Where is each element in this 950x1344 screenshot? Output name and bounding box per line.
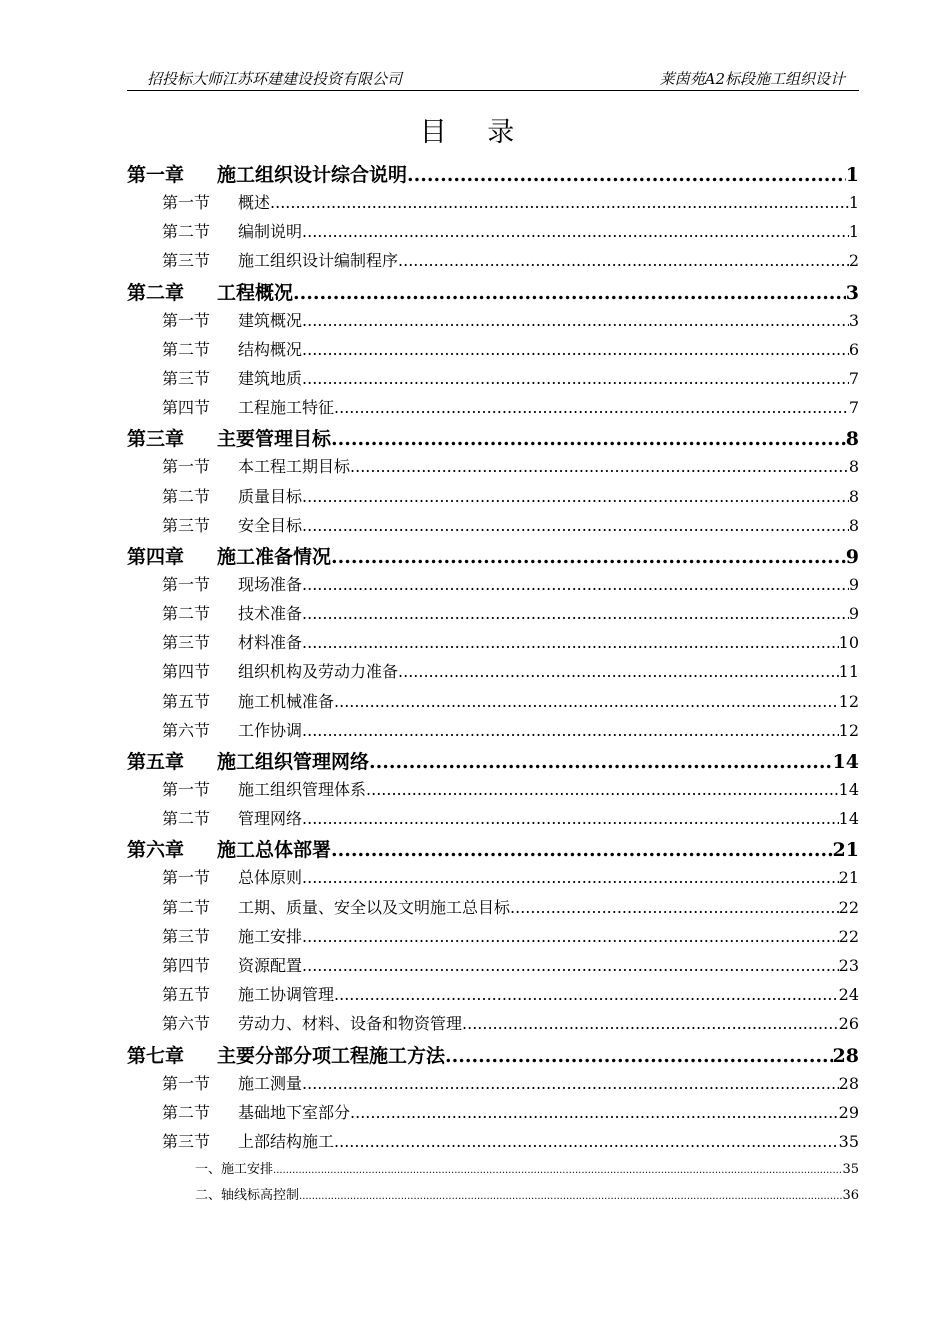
toc-entry-page-number: 3: [848, 310, 859, 330]
toc-leader-dots: [350, 457, 849, 476]
toc-entry-number: 第五节: [162, 691, 211, 711]
toc-entry-section[interactable]: [127, 1071, 859, 1100]
toc-entry-page-number: 14: [832, 751, 859, 773]
toc-leader-dots: [331, 428, 846, 450]
toc-entry-number: 第五章: [127, 751, 185, 773]
toc-leader-dots: [462, 1014, 839, 1033]
toc-entry-title: 工程施工特征: [238, 398, 335, 418]
toc-entry-section[interactable]: [127, 219, 859, 248]
toc-entry-number: 第二节: [162, 897, 211, 917]
toc-entry-page-number: 6: [848, 339, 859, 359]
toc-leader-dots: [334, 398, 849, 417]
toc-leader-dots: [302, 721, 839, 740]
toc-entry-title: 施工组织设计综合说明: [217, 164, 408, 186]
toc-entry-title: 质量目标: [238, 486, 303, 506]
toc-entry-number: 第二节: [162, 222, 211, 242]
toc-entry-title: 主要管理目标: [217, 428, 332, 451]
toc-entry-number: 第一节: [162, 574, 211, 594]
toc-entry-title: 材料准备: [238, 633, 303, 653]
toc-entry-page-number: 9: [845, 545, 859, 568]
toc-entry-section[interactable]: [127, 190, 859, 219]
toc-entry-page-number: 22: [838, 926, 859, 946]
toc-leader-dots: [510, 898, 839, 917]
toc-entry-title: 本工程工期目标: [238, 457, 351, 477]
toc-entry-section[interactable]: [127, 1100, 859, 1129]
toc-leader-dots: [398, 251, 849, 270]
toc-entry-page-number: 1: [848, 193, 859, 212]
toc-entry-page-number: 12: [838, 720, 859, 740]
toc-entry-section[interactable]: [127, 777, 859, 806]
toc-entry-title: 一、施工安排: [195, 1162, 274, 1178]
toc-entry-chapter[interactable]: [127, 747, 859, 777]
toc-entry-chapter[interactable]: [127, 160, 859, 190]
toc-entry-section[interactable]: [127, 924, 859, 953]
toc-entry-number: 第三节: [162, 515, 211, 535]
toc-entry-section[interactable]: [127, 865, 859, 894]
toc-leader-dots: [334, 692, 839, 711]
toc-entry-title: 概述: [238, 193, 271, 212]
toc-entry-chapter[interactable]: [127, 542, 859, 572]
toc-entry-number: 第三节: [162, 1131, 211, 1151]
toc-entry-page-number: 35: [838, 1131, 859, 1151]
toc-entry-page-number: 3: [845, 281, 859, 304]
toc-entry-section[interactable]: [127, 308, 859, 337]
toc-entry-number: 第四节: [162, 398, 211, 418]
toc-entry-chapter[interactable]: [127, 1041, 859, 1071]
toc-leader-dots: [302, 927, 839, 946]
toc-leader-dots: [334, 985, 839, 1004]
toc-entry-title: 施工准备情况: [217, 545, 332, 568]
toc-entry-section[interactable]: [127, 718, 859, 747]
toc-entry-title: 上部结构施工: [238, 1131, 335, 1151]
toc-entry-number: 第三节: [162, 926, 211, 946]
toc-entry-page-number: 26: [838, 1014, 859, 1034]
toc-entry-page-number: 2: [848, 251, 859, 271]
toc-leader-dots: [369, 751, 833, 773]
toc-entry-page-number: 1: [845, 164, 859, 186]
toc-entry-title: 施工协调管理: [238, 985, 335, 1005]
toc-entry-page-number: 1: [848, 222, 859, 242]
toc-entry-number: 第一章: [127, 164, 185, 186]
toc-entry-section[interactable]: [127, 630, 859, 659]
toc-entry-section[interactable]: [127, 1129, 859, 1158]
toc-entry-title: 施工安排: [238, 926, 303, 946]
toc-leader-dots: [331, 546, 846, 568]
toc-entry-title: 工作协调: [238, 720, 303, 740]
toc-entry-number: 第一节: [162, 457, 211, 477]
toc-leader-dots: [302, 633, 839, 652]
toc-leader-dots: [302, 604, 849, 623]
toc-entry-section[interactable]: [127, 454, 859, 483]
toc-entry-section[interactable]: [127, 982, 859, 1011]
toc-leader-dots: [334, 1132, 839, 1151]
toc-entry-title: 主要分部分项工程施工方法: [217, 1044, 446, 1067]
toc-entry-page-number: 10: [838, 633, 859, 653]
toc-entry-title: 二、轴线标高控制: [195, 1188, 300, 1204]
toc-entry-section[interactable]: [127, 806, 859, 835]
toc-entry-number: 第四节: [162, 955, 211, 975]
toc-entry-title: 劳动力、材料、设备和物资管理: [238, 1014, 463, 1034]
toc-leader-dots: [302, 809, 839, 828]
toc-leader-dots: [302, 575, 849, 594]
toc-leader-dots: [273, 1165, 842, 1176]
toc-entry-section[interactable]: [127, 572, 859, 601]
toc-entry-page-number: 23: [838, 955, 859, 975]
table-of-contents: [127, 160, 859, 1210]
toc-entry-page-number: 24: [838, 985, 859, 1005]
toc-entry-page-number: 8: [848, 486, 859, 506]
toc-entry-chapter[interactable]: [127, 424, 859, 454]
toc-entry-number: 第六节: [162, 720, 211, 740]
toc-entry-page-number: 9: [848, 604, 859, 624]
toc-entry-number: 第六节: [162, 1014, 211, 1034]
toc-entry-number: 第一节: [162, 868, 211, 888]
toc-leader-dots: [270, 193, 849, 212]
toc-entry-section[interactable]: [127, 337, 859, 366]
toc-entry-title: 建筑地质: [238, 368, 303, 388]
toc-entry-number: 第三节: [162, 633, 211, 653]
toc-entry-title: 施工组织设计编制程序: [238, 251, 399, 271]
header-document-title: 莱茵苑A2标段施工组织设计: [659, 70, 845, 88]
toc-entry-number: 第二节: [162, 809, 211, 829]
toc-entry-number: 第一节: [162, 193, 211, 212]
toc-entry-number: 第二章: [127, 281, 185, 304]
toc-entry-page-number: 35: [842, 1162, 859, 1178]
toc-entry-section[interactable]: [127, 395, 859, 424]
toc-leader-dots: [302, 487, 849, 506]
toc-entry-section[interactable]: [127, 248, 859, 277]
toc-entry-number: 第七章: [127, 1044, 185, 1067]
toc-entry-page-number: 29: [838, 1102, 859, 1122]
toc-entry-page-number: 22: [838, 897, 859, 917]
toc-entry-page-number: 9: [848, 574, 859, 594]
toc-entry-section[interactable]: [127, 953, 859, 982]
toc-leader-dots: [302, 868, 839, 887]
toc-entry-number: 第三节: [162, 251, 211, 271]
toc-entry-title: 工期、质量、安全以及文明施工总目标: [238, 897, 511, 917]
toc-leader-dots: [366, 780, 839, 799]
toc-entry-number: 第三节: [162, 368, 211, 388]
toc-entry-section[interactable]: [127, 689, 859, 718]
toc-leader-dots: [350, 1103, 839, 1122]
toc-entry-number: 第一节: [162, 310, 211, 330]
toc-entry-number: 第二节: [162, 604, 211, 624]
toc-entry-section[interactable]: [127, 601, 859, 630]
toc-entry-number: 第二节: [162, 486, 211, 506]
toc-entry-page-number: 8: [848, 515, 859, 535]
toc-entry-title: 资源配置: [238, 955, 303, 975]
toc-entry-title: 组织机构及劳动力准备: [238, 662, 399, 682]
toc-entry-title: 结构概况: [238, 339, 303, 359]
toc-entry-page-number: 21: [838, 868, 859, 888]
toc-entry-chapter[interactable]: [127, 835, 859, 865]
toc-entry-title: 技术准备: [238, 604, 303, 624]
toc-leader-dots: [407, 164, 846, 186]
toc-entry-number: 第一节: [162, 1073, 211, 1093]
toc-entry-page-number: 12: [838, 691, 859, 711]
toc-leader-dots: [299, 1191, 842, 1202]
toc-entry-number: 第五节: [162, 985, 211, 1005]
toc-leader-dots: [293, 282, 846, 304]
toc-entry-number: 第四章: [127, 545, 185, 568]
toc-entry-title: 施工组织管理体系: [238, 780, 367, 799]
toc-entry-chapter[interactable]: [127, 278, 859, 308]
toc-entry-title: 总体原则: [238, 868, 303, 888]
toc-entry-section[interactable]: [127, 366, 859, 395]
toc-entry-section[interactable]: [127, 1011, 859, 1040]
toc-entry-page-number: 11: [838, 662, 859, 682]
toc-leader-dots: [302, 516, 849, 535]
toc-entry-page-number: 28: [832, 1044, 859, 1067]
toc-leader-dots: [302, 222, 849, 241]
toc-entry-page-number: 7: [848, 368, 859, 388]
toc-entry-title: 管理网络: [238, 809, 303, 829]
toc-entry-section[interactable]: [127, 659, 859, 688]
toc-entry-title: 基础地下室部分: [238, 1102, 351, 1122]
toc-leader-dots: [302, 1074, 839, 1093]
toc-leader-dots: [398, 662, 839, 681]
toc-entry-page-number: 7: [848, 398, 859, 418]
toc-entry-number: 第二节: [162, 339, 211, 359]
toc-entry-title: 现场准备: [238, 574, 303, 594]
toc-entry-page-number: 36: [842, 1188, 859, 1204]
toc-entry-sub[interactable]: [127, 1158, 859, 1184]
toc-entry-title: 编制说明: [238, 222, 303, 242]
toc-entry-page-number: 8: [848, 457, 859, 477]
toc-entry-section[interactable]: [127, 513, 859, 542]
toc-entry-title: 施工总体部署: [217, 839, 332, 862]
toc-entry-number: 第一节: [162, 780, 211, 799]
page-header: [127, 66, 859, 91]
toc-title: 目 录: [419, 117, 531, 148]
toc-entry-number: 第六章: [127, 839, 185, 862]
toc-entry-section[interactable]: [127, 895, 859, 924]
toc-leader-dots: [302, 340, 849, 359]
toc-entry-title: 工程概况: [217, 281, 294, 304]
toc-leader-dots: [331, 839, 833, 861]
toc-entry-title: 建筑概况: [238, 310, 303, 330]
toc-entry-sub[interactable]: [127, 1184, 859, 1210]
toc-entry-number: 第四节: [162, 662, 211, 682]
toc-entry-number: 第二节: [162, 1102, 211, 1122]
toc-entry-section[interactable]: [127, 484, 859, 513]
toc-entry-page-number: 21: [832, 839, 859, 862]
header-company: 招投标大师江苏环建建设投资有限公司: [147, 70, 403, 88]
toc-entry-title: 施工测量: [238, 1073, 303, 1093]
toc-entry-number: 第三章: [127, 428, 185, 451]
toc-leader-dots: [302, 311, 849, 330]
toc-entry-title: 施工组织管理网络: [217, 751, 370, 773]
toc-leader-dots: [302, 956, 839, 975]
toc-entry-page-number: 14: [838, 780, 859, 799]
toc-leader-dots: [445, 1045, 833, 1067]
toc-entry-title: 安全目标: [238, 515, 303, 535]
toc-leader-dots: [302, 369, 849, 388]
toc-entry-page-number: 14: [838, 809, 859, 829]
toc-entry-page-number: 28: [838, 1073, 859, 1093]
toc-entry-page-number: 8: [845, 428, 859, 451]
toc-entry-title: 施工机械准备: [238, 691, 335, 711]
